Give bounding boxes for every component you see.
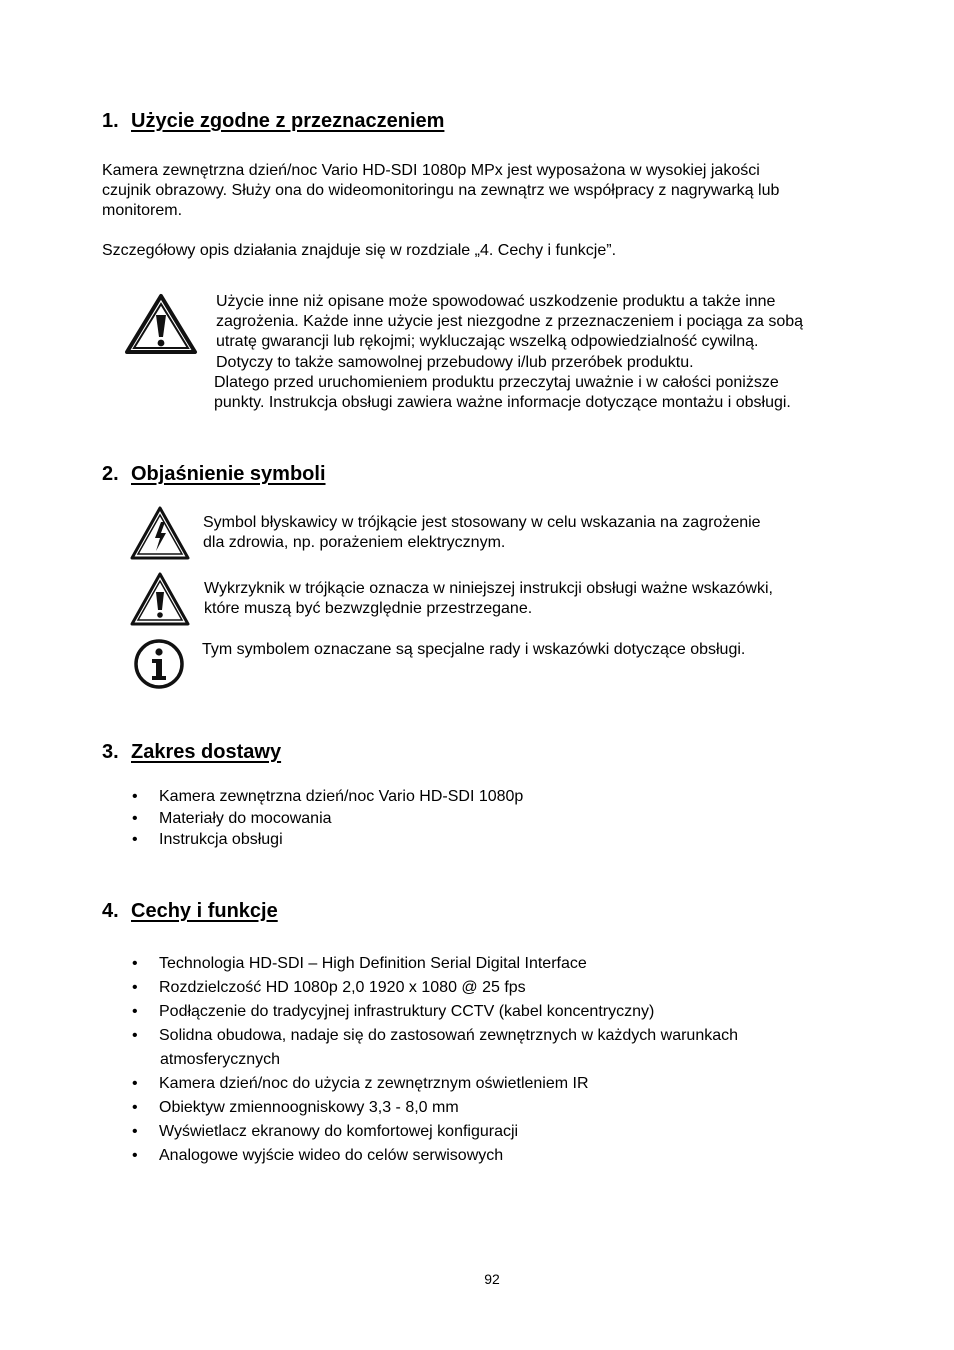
text-line: utratę gwarancji lub rękojmi; wykluczając wszelką odpowiedzialność cywilną. <box>216 333 759 351</box>
text-line: czujnik obrazowy. Służy ona do wideomonitoringu na zewnątrz we współpracy z nagrywarką lub <box>102 182 780 200</box>
warning-text <box>216 292 803 413</box>
exclamation-triangle-icon <box>130 572 190 626</box>
text-line: Symbol błyskawicy w trójkącie jest stosowany w celu wskazania na zagrożenie <box>203 514 761 531</box>
list-item: • Technologia HD-SDI – High Definition Serial Digital Interface <box>132 952 738 976</box>
list-item: • Podłączenie do tradycyjnej infrastruktury CCTV (kabel koncentryczny) <box>132 1000 738 1024</box>
text-line: Wykrzyknik w trójkącie oznacza w niniejszej instrukcji obsługi ważne wskazówki, <box>204 580 773 597</box>
list-item: • Materiały do mocowania <box>132 808 523 830</box>
text-line: Kamera zewnętrzna dzień/noc Vario HD-SDI 1080p MPx jest wyposażona w wysokiej jakości <box>102 162 760 179</box>
section-title: Zakres dostawy <box>131 741 282 763</box>
list-item: • Wyświetlacz ekranowy do komfortowej konfiguracji <box>132 1120 738 1144</box>
warning-triangle-icon <box>124 293 198 355</box>
text-line: monitorem. <box>102 202 183 220</box>
text-line: zagrożenia. Każde inne użycie jest niezgodne z przeznaczeniem i pociąga za sobą <box>216 313 804 331</box>
list-item-text: Solidna obudowa, nadaje się do zastosowań zewnętrznych w każdych warunkach <box>159 1027 739 1044</box>
delivery-list <box>132 786 523 851</box>
section-title: Użycie zgodne z przeznaczeniem <box>131 110 445 132</box>
section-number: 2. <box>102 463 119 485</box>
section-number: 3. <box>102 741 119 763</box>
list-item: • Obiektyw zmiennoogniskowy 3,3 - 8,0 mm <box>132 1096 738 1120</box>
lightning-triangle-icon <box>130 506 190 560</box>
text-line: punkty. Instrukcja obsługi zawiera ważne informacje dotyczące montażu i obsługi. <box>214 394 791 412</box>
section-title: Cechy i funkcje <box>131 900 278 922</box>
lightning-description <box>203 513 761 553</box>
exclamation-description <box>204 579 773 619</box>
page-number: 92 <box>484 1271 500 1287</box>
info-icon <box>133 638 185 690</box>
intro-paragraph <box>102 161 779 222</box>
list-item: • Instrukcja obsługi <box>132 829 523 851</box>
section-number: 4. <box>102 900 119 922</box>
section-3-heading <box>102 741 281 764</box>
section-2-heading <box>102 463 326 486</box>
list-item: • Kamera zewnętrzna dzień/noc Vario HD-SDI 1080p <box>132 786 523 808</box>
text-line: które muszą być bezwzględnie przestrzegane. <box>204 600 533 618</box>
section-1-heading <box>102 110 444 133</box>
section-title: Objaśnienie symboli <box>131 463 326 485</box>
list-item: • Analogowe wyjście wideo do celów serwisowych <box>132 1144 738 1168</box>
text-line: Użycie inne niż opisane może spowodować uszkodzenie produktu a także inne <box>216 293 776 310</box>
info-description: Tym symbolem oznaczane są specjalne rady i wskazówki dotyczące obsługi. <box>202 641 746 658</box>
text-line: dla zdrowia, np. porażeniem elektrycznym. <box>203 534 506 552</box>
features-list <box>132 952 738 1168</box>
reference-paragraph: Szczegółowy opis działania znajduje się w rozdziale „4. Cechy i funkcje”. <box>102 242 617 259</box>
section-4-heading <box>102 900 278 923</box>
list-item-continuation: atmosferycznych <box>160 1051 281 1068</box>
list-item: • Kamera dzień/noc do użycia z zewnętrznym oświetleniem IR <box>132 1072 738 1096</box>
section-number: 1. <box>102 110 119 132</box>
text-line: Dotyczy to także samowolnej przebudowy i/lub przeróbek produktu. <box>216 353 694 371</box>
list-item <box>132 1024 738 1072</box>
text-line: Dlatego przed uruchomieniem produktu przeczytaj uważnie i w całości poniższe <box>214 373 779 391</box>
list-item: • Rozdzielczość HD 1080p 2,0 1920 x 1080 @ 25 fps <box>132 976 738 1000</box>
